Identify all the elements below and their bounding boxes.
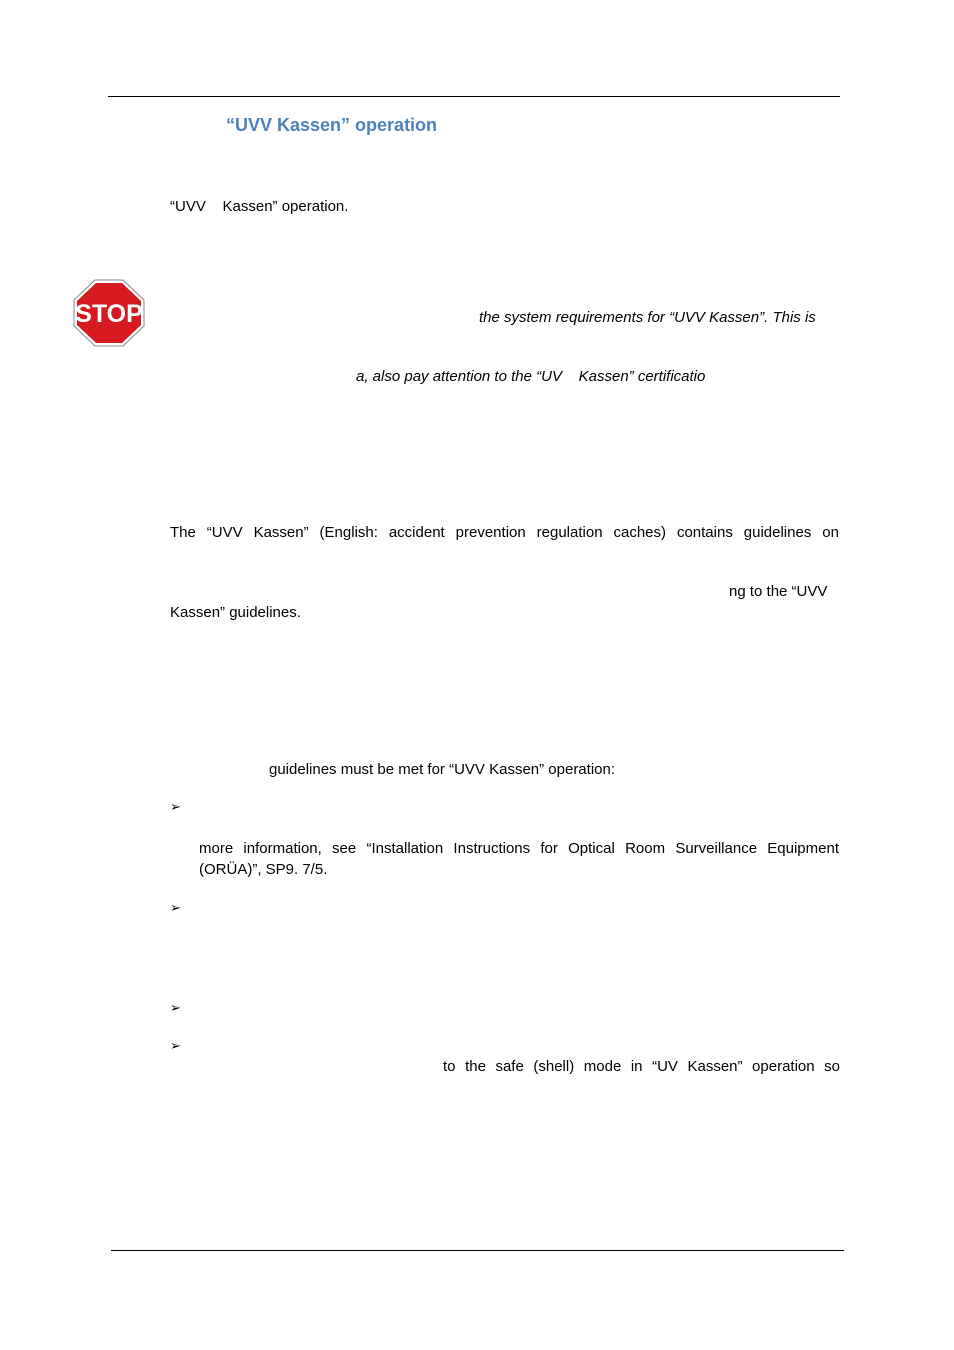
requirement-1-line-1: more information, see “Installation Instructions for Optical Room Surveillance Equipment [199, 840, 839, 857]
requirement-4-word: mode [583, 1058, 622, 1075]
bullet-1: ➢ [170, 799, 181, 814]
requirement-4-word: Kassen” [687, 1058, 743, 1075]
definition-word: caches) [613, 524, 667, 541]
definition-word: guidelines [743, 524, 812, 541]
requirement-4-word: so [824, 1058, 840, 1075]
definition-word: (English: [319, 524, 378, 541]
requirement-4-word: the [465, 1058, 486, 1075]
requirement-4-word: safe [495, 1058, 524, 1075]
intro-text: “UVV Kassen” operation. [170, 198, 349, 215]
definition-line-2: ng to the “UVV [729, 583, 828, 600]
definition-word: on [822, 524, 839, 541]
definition-word: accident [388, 524, 445, 541]
requirements-lead: guidelines must be met for “UVV Kassen” operation: [269, 761, 616, 778]
requirement-4-word: in [630, 1058, 643, 1075]
section-heading: “UVV Kassen” operation [226, 115, 438, 135]
warning-line-2: a, also pay attention to the “UV Kassen” certificatio [356, 368, 706, 385]
definition-word: contains [676, 524, 733, 541]
definition-word: Kassen” [253, 524, 309, 541]
definition-line-1 [170, 523, 839, 543]
definition-word: “UVV [206, 524, 243, 541]
warning-line-1: the system requirements for “UVV Kassen”. This is [479, 309, 816, 326]
bullet-3: ➢ [170, 1000, 181, 1015]
svg-text:STOP: STOP [75, 300, 143, 328]
requirement-4-word: (shell) [533, 1058, 575, 1075]
definition-word: regulation [536, 524, 603, 541]
definition-word: prevention [455, 524, 526, 541]
requirement-1-line-2: (ORÜA)”, SP9. 7/5. [199, 861, 328, 878]
requirement-4-word: operation [752, 1058, 815, 1075]
bullet-4: ➢ [170, 1038, 181, 1053]
header-rule [108, 96, 840, 97]
requirement-4-word: to [443, 1058, 456, 1075]
requirement-4-line-2 [443, 1057, 840, 1077]
definition-line-3: Kassen” guidelines. [170, 604, 301, 621]
bullet-2: ➢ [170, 900, 181, 915]
footer-rule [111, 1250, 844, 1251]
stop-sign-icon [73, 279, 145, 352]
requirement-4-word: “UV [652, 1058, 678, 1075]
definition-word: The [170, 524, 196, 541]
